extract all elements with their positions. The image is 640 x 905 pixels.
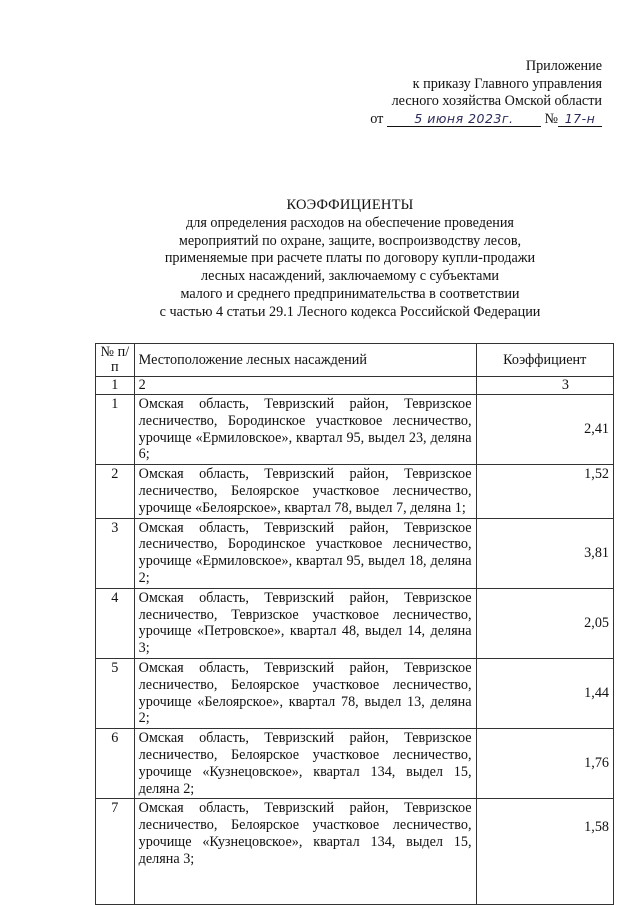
column-index: 1: [96, 377, 135, 395]
order-prefix: от: [370, 110, 384, 127]
annex-order-ref: к приказу Главного управления: [412, 75, 602, 92]
row-location: Омская область, Тевризский район, Тевризское лесничество, Тевризское участковое лесничество, урочище «Петровское», квартал 48, выдел 14, деляна 3;: [134, 588, 476, 658]
row-number: 5: [96, 658, 135, 728]
order-number-field: [558, 112, 602, 127]
document-subtitle-line: мероприятий по охране, защите, воспроизводству лесов,: [178, 232, 522, 249]
order-number-prefix: №: [544, 110, 558, 127]
document-subtitle-line: с частью 4 статьи 29.1 Лесного кодекса Российской Федерации: [159, 303, 541, 320]
table-row: [96, 465, 614, 518]
row-location: Омская область, Тевризский район, Тевризское лесничество, Бородинское участковое лесничество, урочище «Ермиловское», квартал 95, выдел 18, деляна 2;: [134, 518, 476, 588]
table-row: [96, 799, 614, 905]
annex-authority: лесного хозяйства Омской области: [391, 93, 602, 110]
row-coefficient: 1,44: [476, 658, 613, 728]
row-location: Омская область, Тевризский район, Тевризское лесничество, Белоярское участковое лесничество, урочище «Кузнецовское», квартал 134, выдел 15, деляна 3;: [134, 799, 476, 905]
document-subtitle-line: применяемые при расчете платы по договору купли-продажи: [164, 250, 536, 267]
document-subtitle-line: малого и среднего предпринимательства в соответствии: [180, 285, 520, 302]
header-coefficient: Коэффициент: [476, 344, 613, 377]
annex-header: [322, 58, 602, 128]
row-location: Омская область, Тевризский район, Тевризское лесничество, Белоярское участковое лесничество, урочище «Белоярское», квартал 78, выдел 13, деляна 2;: [134, 658, 476, 728]
row-number: 4: [96, 588, 135, 658]
table-row: [96, 658, 614, 728]
table-header-row: [96, 344, 614, 377]
row-coefficient: 2,41: [476, 395, 613, 465]
header-location: Местоположение лесных насаждений: [134, 344, 476, 377]
row-coefficient: 1,52: [476, 465, 613, 518]
order-date-line: [322, 111, 602, 129]
row-coefficient: 1,76: [476, 729, 613, 799]
document-title: КОЭФФИЦИЕНТЫ: [286, 197, 414, 213]
row-location: Омская область, Тевризский район, Тевризское лесничество, Бородинское участковое лесничество, урочище «Ермиловское», квартал 95, выдел 23, деляна 6;: [134, 395, 476, 465]
row-number: 6: [96, 729, 135, 799]
order-date-field: [387, 112, 541, 127]
table-row: [96, 588, 614, 658]
document-title-block: [60, 197, 640, 322]
order-date: 5 июня 2023г.: [414, 110, 514, 126]
column-index: 3: [476, 377, 613, 395]
table-row: [96, 395, 614, 465]
row-number: 3: [96, 518, 135, 588]
table-row: [96, 518, 614, 588]
row-number: 1: [96, 395, 135, 465]
row-coefficient: 1,58: [476, 799, 613, 905]
row-coefficient: 3,81: [476, 518, 613, 588]
column-index-row: [96, 377, 614, 395]
document-subtitle-line: для определения расходов на обеспечение проведения: [186, 214, 514, 231]
annex-title: Приложение: [525, 58, 602, 74]
order-number: 17-н: [564, 110, 596, 126]
table-row: [96, 729, 614, 799]
row-location: Омская область, Тевризский район, Тевризское лесничество, Белоярское участковое лесничество, урочище «Белоярское», квартал 78, выдел 7, деляна 1;: [134, 465, 476, 518]
coefficients-table: [95, 343, 614, 905]
row-number: 7: [96, 799, 135, 905]
row-number: 2: [96, 465, 135, 518]
header-number: № п/п: [96, 344, 135, 377]
row-location: Омская область, Тевризский район, Тевризское лесничество, Белоярское участковое лесничество, урочище «Кузнецовское», квартал 134, выдел 15, деляна 2;: [134, 729, 476, 799]
row-coefficient: 2,05: [476, 588, 613, 658]
column-index: 2: [134, 377, 476, 395]
document-subtitle-line: лесных насаждений, заключаемому с субъектами: [200, 268, 500, 285]
